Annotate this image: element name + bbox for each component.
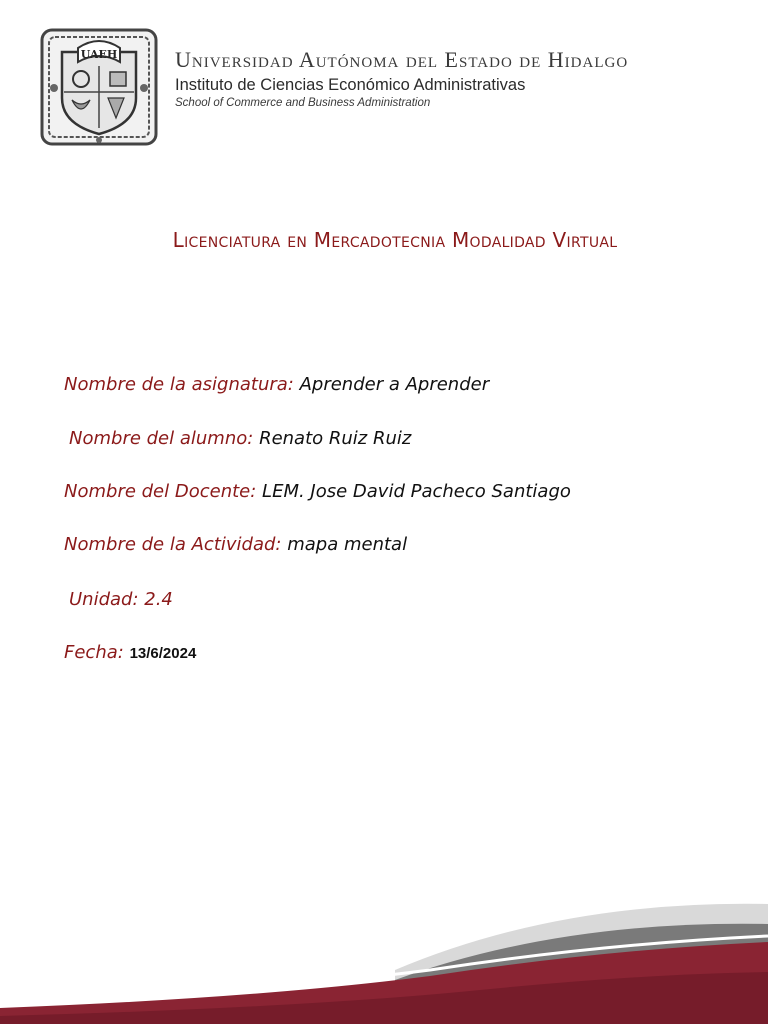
university-name: Universidad Autónoma del Estado de Hidalgo: [175, 48, 629, 72]
field-asignatura-label: Nombre de la asignatura:: [64, 374, 294, 395]
field-actividad-value: mapa mental: [287, 534, 408, 555]
program-title: Licenciatura en Mercadotecnia Modalidad Virtual: [172, 228, 618, 252]
field-docente-value: LEM. Jose David Pacheco Santiago: [262, 481, 571, 502]
uaeh-seal-icon: [40, 28, 158, 146]
field-fecha-label: Fecha:: [64, 642, 124, 663]
institute-name: Instituto de Ciencias Económico Administrativas: [175, 76, 526, 94]
field-asignatura: [64, 373, 489, 397]
field-unidad-label: Unidad: 2.4: [69, 589, 173, 610]
field-docente-label: Nombre del Docente:: [64, 481, 257, 502]
field-actividad-label: Nombre de la Actividad:: [64, 534, 282, 555]
school-name: School of Commerce and Business Administration: [175, 97, 431, 109]
field-asignatura-value: Aprender a Aprender: [299, 374, 490, 395]
document-header: [40, 28, 730, 148]
field-docente: [64, 480, 571, 504]
field-alumno-label: Nombre del alumno:: [69, 428, 254, 449]
field-alumno-value: Renato Ruiz Ruiz: [259, 428, 412, 449]
header-text-block: [175, 48, 735, 110]
field-alumno: [69, 427, 411, 451]
field-actividad: [64, 533, 407, 557]
field-unidad: [69, 588, 173, 612]
footer-wave-decoration: [0, 880, 768, 1024]
field-fecha: [64, 641, 196, 666]
field-fecha-value: 13/6/2024: [129, 645, 197, 662]
svg-text:UAEH: UAEH: [80, 48, 118, 61]
